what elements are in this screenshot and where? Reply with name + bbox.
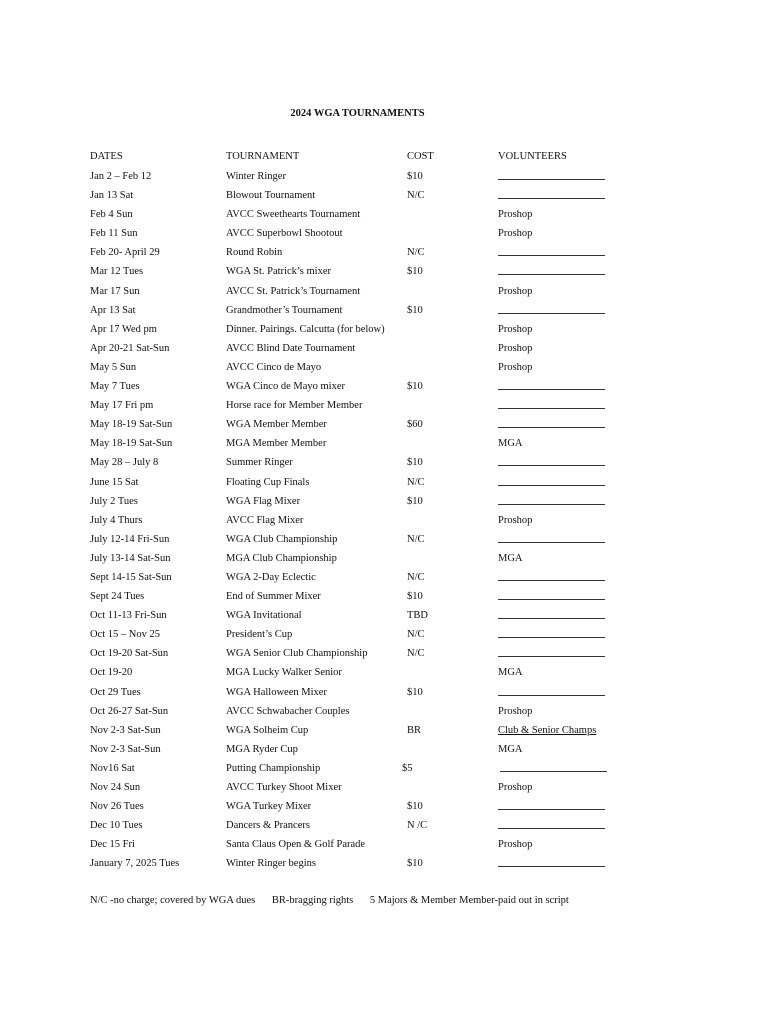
table-row bbox=[90, 759, 630, 778]
row-tournament: Summer Ringer bbox=[226, 457, 293, 469]
row-cost: $10 bbox=[407, 495, 423, 507]
row-cost: $10 bbox=[407, 591, 423, 603]
row-tournament: Putting Championship bbox=[226, 762, 321, 774]
blank-line bbox=[498, 243, 605, 256]
blank-line bbox=[498, 644, 605, 657]
row-date: Oct 19-20 Sat-Sun bbox=[90, 648, 169, 660]
blank-line bbox=[498, 816, 605, 829]
row-volunteer: Proshop bbox=[498, 323, 533, 335]
volunteer-signup-line bbox=[498, 606, 605, 626]
row-tournament: WGA Senior Club Championship bbox=[226, 648, 368, 660]
table-row bbox=[90, 511, 630, 530]
row-tournament: WGA Halloween Mixer bbox=[226, 686, 327, 698]
row-date: Mar 17 Sun bbox=[90, 285, 140, 297]
table-row bbox=[90, 243, 630, 262]
table-row bbox=[90, 625, 630, 644]
table-row bbox=[90, 492, 630, 511]
row-date: June 15 Sat bbox=[90, 476, 139, 488]
row-tournament: MGA Club Championship bbox=[226, 552, 337, 564]
table-row bbox=[90, 396, 630, 415]
blank-line bbox=[498, 415, 605, 428]
volunteer-signup-line bbox=[498, 683, 605, 703]
row-cost: N/C bbox=[407, 648, 425, 660]
row-date: May 5 Sun bbox=[90, 361, 137, 373]
row-cost: N/C bbox=[407, 476, 425, 488]
volunteer-signup-line bbox=[498, 816, 605, 836]
row-date: Feb 11 Sun bbox=[90, 228, 138, 240]
table-row bbox=[90, 301, 630, 320]
blank-line bbox=[498, 625, 605, 638]
blank-line bbox=[498, 606, 605, 619]
blank-line bbox=[498, 854, 605, 867]
blank-line bbox=[498, 683, 605, 696]
row-volunteer: MGA bbox=[498, 438, 523, 450]
row-date: Nov 26 Tues bbox=[90, 801, 144, 813]
row-tournament: Grandmother’s Tournament bbox=[226, 304, 343, 316]
footer-note-majors: 5 Majors & Member Member-paid out in script bbox=[369, 895, 569, 906]
volunteer-signup-line bbox=[498, 415, 605, 435]
row-cost: BR bbox=[407, 724, 422, 736]
footer-note-nc: N/C -no charge; covered by WGA dues bbox=[90, 895, 256, 906]
table-row bbox=[90, 549, 630, 568]
table-row bbox=[90, 702, 630, 721]
table-row bbox=[90, 205, 630, 224]
row-volunteer: Proshop bbox=[498, 361, 533, 373]
row-cost: $10 bbox=[407, 457, 423, 469]
row-cost: $10 bbox=[407, 858, 423, 870]
row-date: Jan 2 – Feb 12 bbox=[90, 171, 152, 182]
row-date: Oct 15 – Nov 25 bbox=[90, 629, 160, 641]
volunteer-signup-line bbox=[498, 243, 605, 263]
table-header-row bbox=[90, 147, 630, 167]
row-tournament: AVCC Cinco de Mayo bbox=[226, 361, 322, 373]
row-date: Oct 19-20 bbox=[90, 667, 133, 679]
row-tournament: MGA Lucky Walker Senior bbox=[226, 667, 342, 679]
volunteer-signup-line bbox=[498, 473, 605, 493]
row-date: July 4 Thurs bbox=[90, 514, 143, 526]
table-row bbox=[90, 797, 630, 816]
blank-line bbox=[498, 377, 605, 390]
row-tournament: Horse race for Member Member bbox=[226, 400, 363, 412]
row-tournament: WGA Cinco de Mayo mixer bbox=[226, 381, 345, 393]
blank-line bbox=[498, 530, 605, 543]
table-row bbox=[90, 568, 630, 587]
row-date: May 18-19 Sat-Sun bbox=[90, 419, 173, 431]
row-volunteer: Club & Senior Champs bbox=[498, 724, 597, 736]
volunteer-signup-line bbox=[498, 167, 605, 187]
table-row bbox=[90, 453, 630, 472]
table-row bbox=[90, 377, 630, 396]
volunteer-signup-line bbox=[498, 797, 605, 817]
blank-line bbox=[498, 167, 605, 180]
row-tournament: Winter Ringer begins bbox=[226, 858, 316, 870]
row-date: Oct 11-13 Fri-Sun bbox=[90, 610, 167, 622]
blank-line bbox=[498, 587, 605, 600]
row-cost: N/C bbox=[407, 190, 425, 202]
row-tournament: WGA Member Member bbox=[226, 419, 327, 431]
row-tournament: Santa Claus Open & Golf Parade bbox=[226, 839, 366, 851]
row-tournament: Winter Ringer bbox=[226, 171, 286, 182]
row-cost: $5 bbox=[402, 762, 413, 774]
row-volunteer: Proshop bbox=[498, 209, 533, 221]
row-cost: $60 bbox=[407, 419, 423, 431]
row-tournament: Dinner. Pairings. Calcutta (for below) bbox=[226, 323, 385, 335]
row-date: May 28 – July 8 bbox=[90, 457, 159, 469]
blank-line bbox=[498, 797, 605, 810]
row-volunteer: Proshop bbox=[498, 228, 533, 240]
row-date: Nov 2-3 Sat-Sun bbox=[90, 724, 161, 736]
row-cost: $10 bbox=[407, 304, 423, 316]
volunteer-signup-line bbox=[498, 492, 605, 512]
blank-line bbox=[498, 568, 605, 581]
table-row bbox=[90, 224, 630, 243]
row-volunteer: MGA bbox=[498, 667, 523, 679]
row-tournament: MGA Ryder Cup bbox=[226, 743, 298, 755]
row-volunteer: Proshop bbox=[498, 285, 533, 297]
header-cost: COST bbox=[407, 151, 434, 162]
row-cost: N /C bbox=[407, 820, 428, 832]
tournament-table bbox=[90, 147, 630, 873]
table-body bbox=[90, 167, 630, 873]
row-volunteer: MGA bbox=[498, 743, 523, 755]
row-date: July 12-14 Fri-Sun bbox=[90, 533, 170, 545]
row-tournament: WGA St. Patrick’s mixer bbox=[226, 266, 331, 278]
row-date: Nov 24 Sun bbox=[90, 782, 141, 793]
row-tournament: AVCC Schwabacher Couples bbox=[226, 705, 350, 717]
row-date: Nov16 Sat bbox=[90, 762, 135, 774]
row-tournament: End of Summer Mixer bbox=[226, 591, 321, 603]
row-volunteer: MGA bbox=[498, 552, 523, 564]
table-row bbox=[90, 339, 630, 358]
table-row bbox=[90, 835, 630, 854]
row-date: Apr 17 Wed pm bbox=[90, 323, 157, 335]
row-volunteer: Proshop bbox=[498, 839, 533, 851]
row-tournament: WGA Invitational bbox=[226, 610, 302, 622]
row-tournament: MGA Member Member bbox=[226, 438, 327, 450]
row-date: Feb 20- April 29 bbox=[90, 247, 160, 259]
footer-notes bbox=[90, 895, 583, 906]
row-date: Dec 15 Fri bbox=[90, 839, 135, 851]
volunteer-signup-line bbox=[498, 568, 605, 588]
row-tournament: WGA Turkey Mixer bbox=[226, 801, 312, 813]
table-row bbox=[90, 606, 630, 625]
row-date: Oct 29 Tues bbox=[90, 686, 141, 698]
row-date: Sept 14-15 Sat-Sun bbox=[90, 571, 172, 583]
blank-line bbox=[500, 759, 607, 772]
row-cost: N/C bbox=[407, 247, 425, 259]
table-row bbox=[90, 663, 630, 682]
row-volunteer: Proshop bbox=[498, 342, 533, 354]
table-row bbox=[90, 415, 630, 434]
row-date: Jan 13 Sat bbox=[90, 190, 134, 202]
row-cost: $10 bbox=[407, 266, 423, 278]
volunteer-signup-line bbox=[498, 377, 605, 397]
row-date: January 7, 2025 Tues bbox=[90, 858, 180, 870]
row-tournament: Blowout Tournament bbox=[226, 190, 316, 202]
table-row bbox=[90, 587, 630, 606]
volunteer-signup-line bbox=[498, 301, 605, 321]
row-cost: $10 bbox=[407, 801, 423, 813]
table-row bbox=[90, 358, 630, 377]
row-cost: $10 bbox=[407, 171, 423, 182]
row-date: Apr 13 Sat bbox=[90, 304, 136, 316]
table-row bbox=[90, 854, 630, 873]
row-date: May 18-19 Sat-Sun bbox=[90, 438, 173, 450]
row-cost: $10 bbox=[407, 686, 423, 698]
table-row bbox=[90, 434, 630, 453]
row-tournament: AVCC St. Patrick’s Tournament bbox=[226, 285, 361, 297]
table-row bbox=[90, 262, 630, 281]
table-row bbox=[90, 282, 630, 301]
blank-line bbox=[498, 492, 605, 505]
row-date: May 7 Tues bbox=[90, 381, 140, 393]
volunteer-signup-line bbox=[498, 530, 605, 550]
volunteer-signup-line bbox=[500, 759, 607, 779]
table-row bbox=[90, 320, 630, 339]
row-tournament: AVCC Blind Date Tournament bbox=[226, 342, 356, 354]
table-row bbox=[90, 816, 630, 835]
row-cost: $10 bbox=[407, 381, 423, 393]
table-row bbox=[90, 683, 630, 702]
row-tournament: President’s Cup bbox=[226, 629, 293, 641]
row-cost: N/C bbox=[407, 629, 425, 641]
row-volunteer: Proshop bbox=[498, 514, 533, 526]
volunteer-signup-line bbox=[498, 186, 605, 206]
row-date: July 2 Tues bbox=[90, 495, 138, 507]
row-cost: N/C bbox=[407, 571, 425, 583]
row-cost: N/C bbox=[407, 533, 425, 545]
table-row bbox=[90, 530, 630, 549]
row-date: Oct 26-27 Sat-Sun bbox=[90, 705, 169, 717]
row-date: July 13-14 Sat-Sun bbox=[90, 552, 171, 564]
row-date: Sept 24 Tues bbox=[90, 591, 145, 603]
row-cost: TBD bbox=[407, 610, 428, 622]
table-row bbox=[90, 721, 630, 740]
table-row bbox=[90, 473, 630, 492]
volunteer-signup-line bbox=[498, 587, 605, 607]
row-tournament: WGA Club Championship bbox=[226, 533, 338, 545]
volunteer-signup-line bbox=[498, 625, 605, 645]
row-date: Apr 20-21 Sat-Sun bbox=[90, 342, 170, 354]
table-row bbox=[90, 778, 630, 797]
row-tournament: Floating Cup Finals bbox=[226, 476, 310, 488]
row-tournament: Dancers & Prancers bbox=[226, 820, 310, 832]
header-tournament: TOURNAMENT bbox=[226, 151, 300, 162]
blank-line bbox=[498, 453, 605, 466]
header-dates: DATES bbox=[90, 151, 123, 162]
blank-line bbox=[498, 301, 605, 314]
row-tournament: WGA 2-Day Eclectic bbox=[226, 571, 316, 583]
blank-line bbox=[498, 473, 605, 486]
blank-line bbox=[498, 262, 605, 275]
row-tournament: AVCC Flag Mixer bbox=[226, 514, 304, 526]
row-date: Dec 10 Tues bbox=[90, 820, 143, 832]
row-date: Mar 12 Tues bbox=[90, 266, 144, 278]
row-date: May 17 Fri pm bbox=[90, 400, 154, 412]
table-row bbox=[90, 186, 630, 205]
header-volunteers: VOLUNTEERS bbox=[498, 151, 567, 162]
row-tournament: WGA Solheim Cup bbox=[226, 724, 309, 736]
row-tournament: AVCC Sweethearts Tournament bbox=[226, 209, 361, 221]
row-tournament: AVCC Superbowl Shootout bbox=[226, 228, 343, 240]
row-volunteer: Proshop bbox=[498, 782, 533, 793]
volunteer-signup-line bbox=[498, 396, 605, 416]
row-tournament: Round Robin bbox=[226, 247, 283, 259]
row-tournament: AVCC Turkey Shoot Mixer bbox=[226, 782, 342, 793]
row-date: Feb 4 Sun bbox=[90, 209, 133, 221]
table-row bbox=[90, 167, 630, 186]
table-row bbox=[90, 740, 630, 759]
blank-line bbox=[498, 186, 605, 199]
row-date: Nov 2-3 Sat-Sun bbox=[90, 743, 161, 755]
volunteer-signup-line bbox=[498, 644, 605, 664]
volunteer-signup-line bbox=[498, 262, 605, 282]
footer-note-br: BR-bragging rights bbox=[271, 895, 354, 906]
row-tournament: WGA Flag Mixer bbox=[226, 495, 301, 507]
volunteer-signup-line bbox=[498, 453, 605, 473]
blank-line bbox=[498, 396, 605, 409]
volunteer-signup-line bbox=[498, 854, 605, 874]
document-title: 2024 WGA TOURNAMENTS bbox=[290, 108, 425, 119]
row-volunteer: Proshop bbox=[498, 705, 533, 717]
table-row bbox=[90, 644, 630, 663]
